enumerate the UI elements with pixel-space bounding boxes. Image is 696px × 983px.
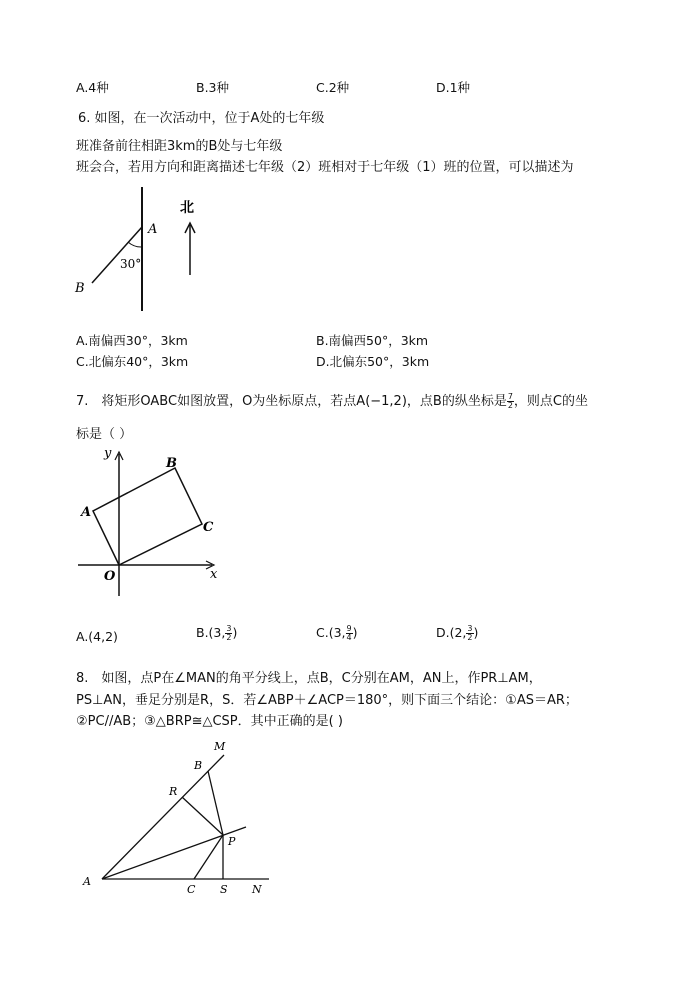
q8-label-p: P — [228, 835, 236, 848]
q7-option-a — [76, 629, 118, 644]
q7-coordinate-figure — [74, 448, 234, 598]
q7-option-c-num: 9 — [346, 624, 352, 633]
q5-option-a: A.4种 — [76, 80, 109, 95]
q8-text-line2: PS⊥AN，垂足分别是R，S．若∠ABP＋∠ACP＝180°，则下面三个结论：①AS＝AR； — [76, 693, 578, 708]
q7-option-d — [436, 625, 478, 642]
q7-option-c-den: 4 — [346, 633, 352, 642]
q7-label-x: x — [210, 567, 218, 582]
q7-label-a: A — [81, 505, 92, 520]
q7-text-line2: 标是（ ） — [76, 427, 133, 442]
q7-option-c-suffix: ) — [352, 625, 358, 640]
q6-label-a: A — [148, 222, 158, 237]
q7-option-c — [316, 625, 358, 642]
q7-label-b: B — [166, 456, 177, 471]
q7-option-d-fraction — [466, 625, 473, 642]
q7-fraction — [507, 393, 514, 410]
q7-label-o: O — [104, 569, 116, 584]
q5-option-b: B.3种 — [196, 80, 230, 95]
q8-bisector — [102, 827, 246, 879]
q6-label-b: B — [75, 281, 85, 296]
q6-north-label: 北 — [180, 200, 194, 216]
q7-fraction-den: 2 — [507, 401, 513, 410]
q8-segment-rp — [182, 797, 223, 835]
q6-segment-ab — [92, 227, 142, 283]
q7-option-b-num: 3 — [226, 624, 232, 633]
q7-label-y: y — [104, 448, 112, 461]
q6-text-line3: 班会合，若用方向和距离描述七年级（2）班相对于七年级（1）班的位置，可以描述为 — [76, 160, 574, 175]
q7-option-c-fraction — [346, 625, 353, 642]
q7-option-b — [196, 625, 237, 642]
q7-text-line1-a: 7. 将矩形OABC如图放置，O为坐标原点，若点A(−1,2)，点B的纵坐标是 — [76, 394, 507, 409]
q8-segment-bp — [208, 771, 223, 835]
q8-label-m: M — [214, 740, 226, 753]
q6-text-line2: 班准备前往相距3km的B处与七年级 — [76, 139, 283, 154]
q8-label-s: S — [220, 883, 228, 896]
q6-option-a: A.南偏西30°，3km — [76, 333, 188, 348]
q5-option-d: D.1种 — [436, 80, 471, 95]
q7-option-d-den: 2 — [467, 633, 473, 642]
q6-option-c: C.北偏东40°，3km — [76, 354, 189, 369]
q8-label-b: B — [194, 759, 203, 772]
q5-option-c: C.2种 — [316, 80, 350, 95]
q6-option-d: D.北偏东50°，3km — [316, 354, 430, 369]
q8-text-line3: ②PC//AB；③△BRP≅△CSP．其中正确的是( ) — [76, 714, 343, 729]
q7-option-b-suffix: ) — [232, 625, 238, 640]
q6-text-line1: 6. 如图，在一次活动中，位于A处的七年级 — [78, 111, 325, 126]
q7-option-d-num: 3 — [467, 624, 473, 633]
q6-angle-label: 30° — [120, 257, 142, 271]
q6-option-b: B.南偏西50°，3km — [316, 333, 429, 348]
q8-label-n: N — [252, 883, 262, 896]
q7-option-c-prefix: C.(3, — [316, 625, 346, 640]
q7-option-d-suffix: ) — [473, 625, 479, 640]
q8-label-r: R — [169, 785, 178, 798]
q8-label-a: A — [83, 875, 91, 888]
q7-rectangle-oabc — [93, 468, 202, 565]
q6-direction-figure — [70, 185, 210, 315]
q8-label-c: C — [187, 883, 196, 896]
q7-option-b-prefix: B.(3, — [196, 625, 226, 640]
q7-option-a-text: A.(4,2) — [76, 629, 118, 644]
q7-option-b-den: 2 — [226, 633, 232, 642]
q7-label-c: C — [203, 520, 214, 535]
q7-option-d-prefix: D.(2, — [436, 625, 467, 640]
q6-angle-arc — [128, 242, 142, 247]
q7-fraction-num: 7 — [507, 392, 513, 401]
q8-geometry-figure — [80, 735, 280, 900]
q7-text-line1-b: ，则点C的坐 — [513, 394, 588, 409]
q7-text-line1 — [76, 390, 588, 410]
q8-text-line1: 8. 如图，点P在∠MAN的角平分线上，点B，C分别在AM，AN上，作PR⊥AM， — [76, 671, 542, 686]
q8-segment-pc — [194, 835, 223, 879]
